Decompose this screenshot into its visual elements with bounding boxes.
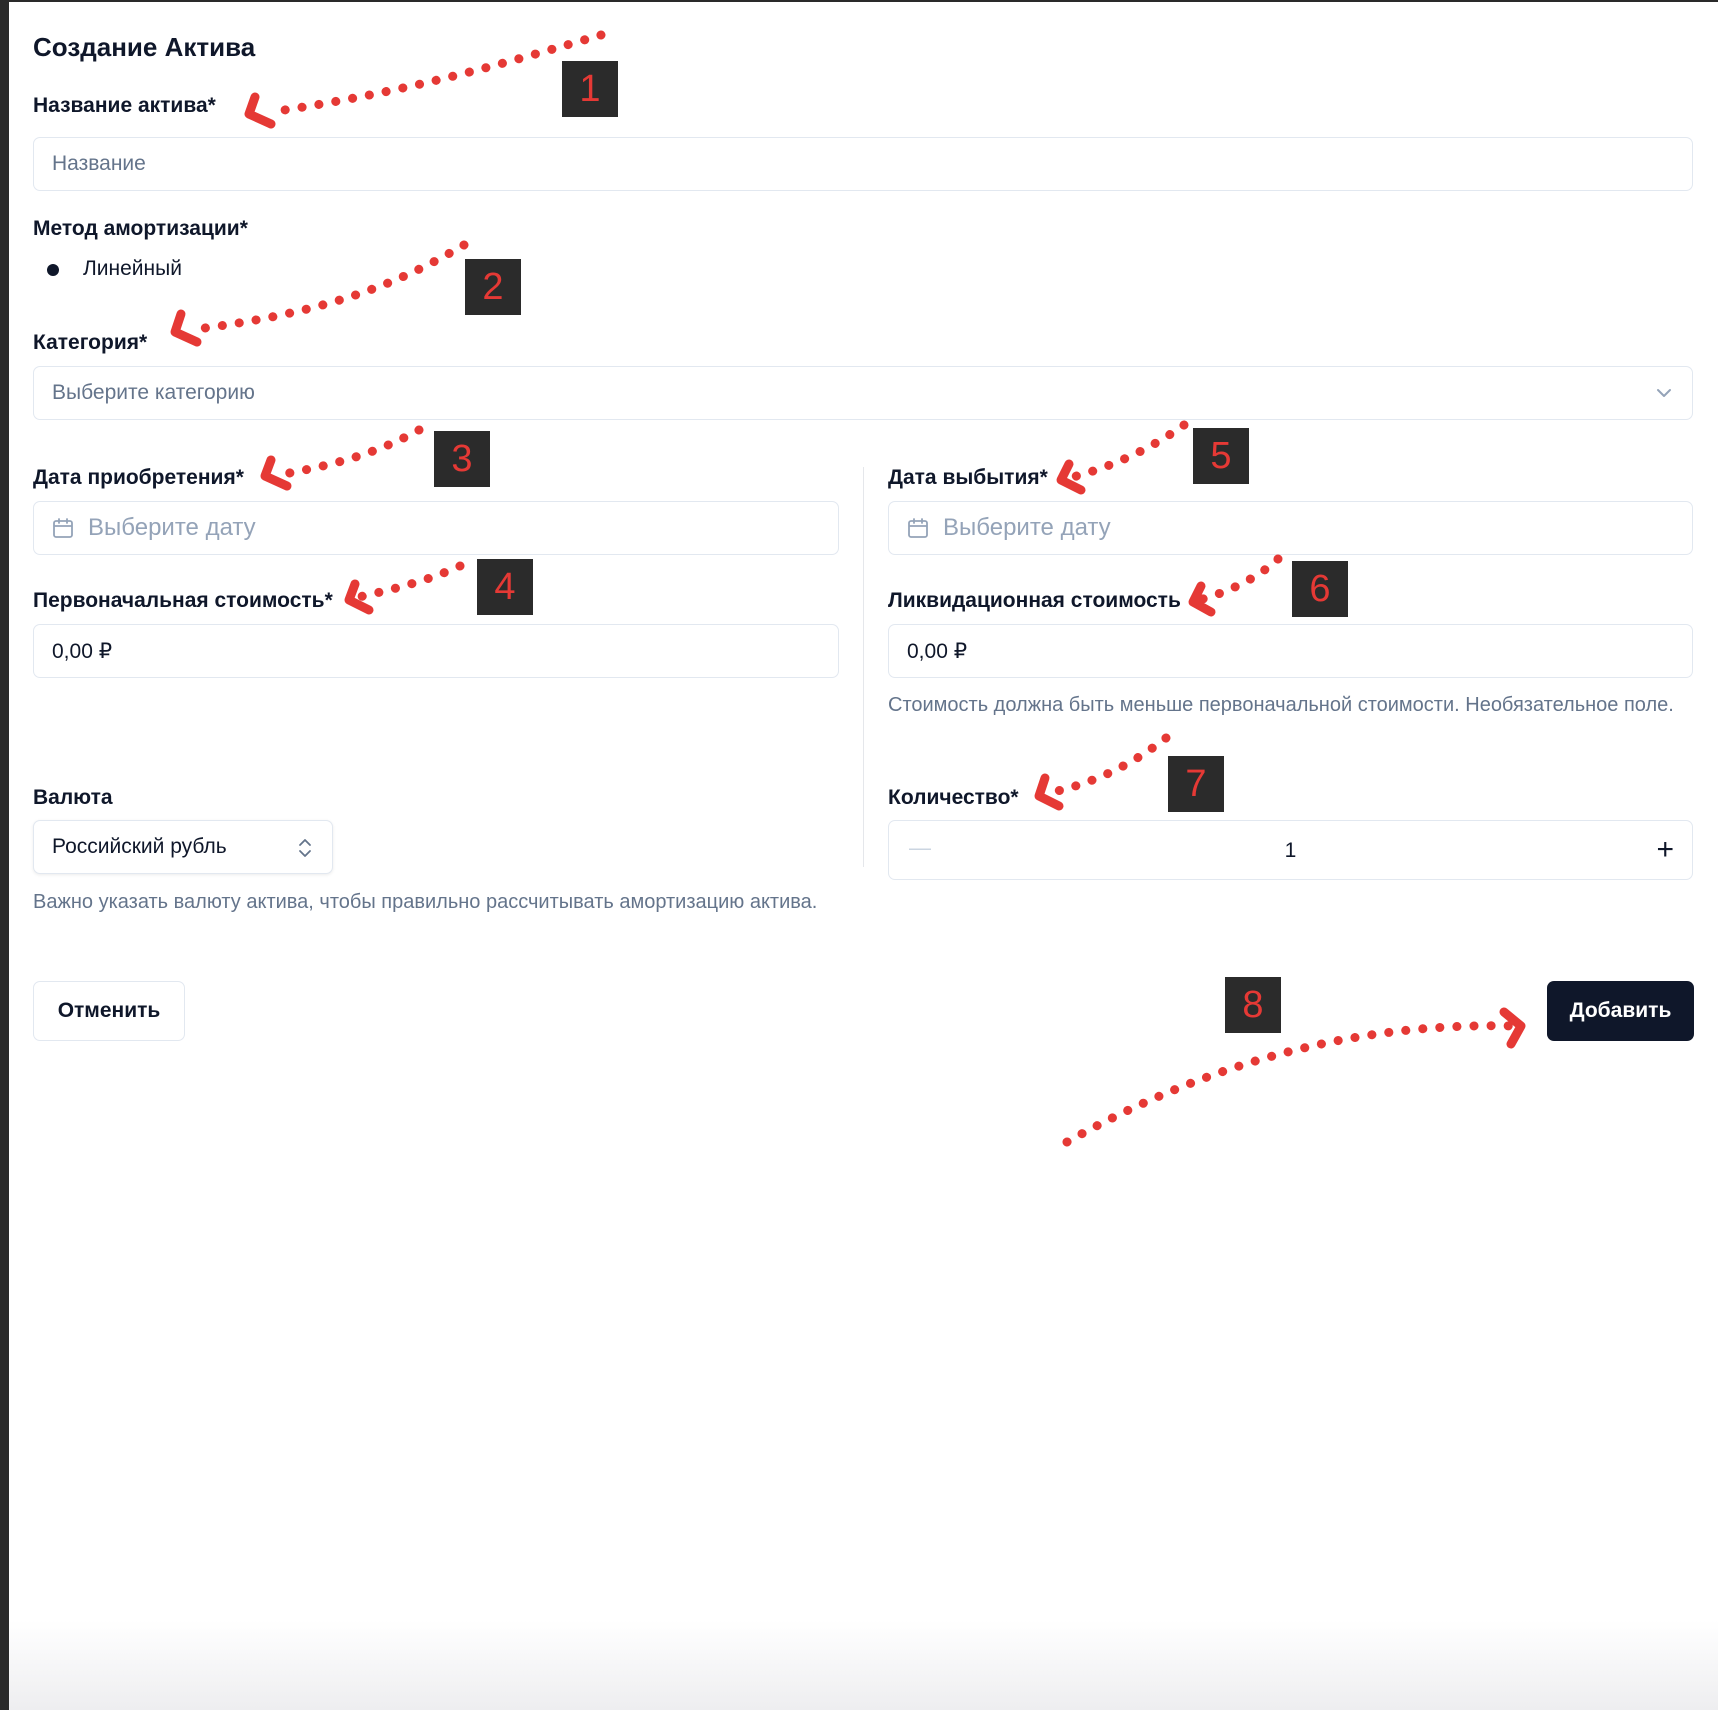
annotation-arrowhead-5: [1061, 464, 1081, 490]
annotation-arrowhead-1: [249, 97, 271, 124]
radio-selected-dot: [47, 264, 59, 276]
radio-linear[interactable]: [33, 255, 233, 285]
annotation-badge-2: 2: [465, 259, 521, 315]
annotation-arrow-4: [359, 566, 460, 597]
annotation-arrow-5: [1069, 425, 1184, 478]
annotation-arrowhead-4: [349, 584, 369, 610]
asset-name-placeholder: Название: [52, 152, 146, 175]
dialog-title: Создание Актива: [33, 32, 256, 62]
annotation-badge-5: 5: [1193, 428, 1249, 484]
currency-label: Валюта: [33, 786, 113, 809]
annotation-arrowhead-2: [175, 314, 197, 342]
quantity-value: 1: [1284, 839, 1297, 862]
disposal-date-placeholder: Выберите дату: [943, 514, 1111, 541]
initial-cost-value: 0,00 ₽: [52, 639, 113, 663]
annotation-badge-1: 1: [562, 61, 618, 117]
quantity-label: Количество*: [888, 786, 1019, 809]
annotation-arrow-3: [284, 430, 419, 474]
chevron-down-icon: [1654, 383, 1674, 408]
create-asset-dialog: [9, 2, 1718, 1710]
calendar-icon: [907, 517, 929, 539]
category-select[interactable]: [33, 366, 1693, 420]
category-placeholder: Выберите категорию: [52, 381, 255, 404]
asset-name-label: Название актива*: [33, 94, 216, 117]
asset-name-input[interactable]: [33, 137, 1693, 191]
initial-cost-input[interactable]: [33, 624, 839, 678]
currency-value: Российский рубль: [52, 835, 227, 858]
annotation-badge-8: 8: [1225, 977, 1281, 1033]
cancel-button[interactable]: Отменить: [33, 981, 185, 1041]
currency-select[interactable]: [33, 820, 333, 874]
salvage-value-value: 0,00 ₽: [907, 639, 968, 663]
quantity-stepper[interactable]: [888, 820, 1693, 880]
disposal-date-picker[interactable]: [888, 501, 1693, 555]
annotation-arrow-6: [1199, 559, 1278, 600]
initial-cost-label: Первоначальная стоимость*: [33, 589, 333, 612]
annotation-arrow-8: [1067, 1026, 1514, 1142]
column-divider: [863, 467, 864, 867]
submit-button[interactable]: Добавить: [1547, 981, 1694, 1041]
category-label: Категория*: [33, 331, 148, 354]
annotation-arrow-7: [1044, 738, 1166, 794]
calendar-icon: [52, 517, 74, 539]
chevron-up-down-icon: [296, 836, 314, 865]
radio-linear-label: Линейный: [83, 257, 182, 280]
quantity-increment-button[interactable]: +: [1656, 833, 1674, 866]
quantity-decrement-button[interactable]: —: [909, 835, 931, 860]
salvage-value-hint: Стоимость должна быть меньше первоначальной стоимости. Необязательное поле.: [888, 694, 1674, 716]
annotation-arrowhead-6: [1193, 586, 1211, 612]
disposal-date-label: Дата выбытия*: [888, 466, 1048, 489]
annotation-arrowhead-7: [1039, 778, 1059, 806]
annotation-badge-7: 7: [1168, 756, 1224, 812]
acquisition-date-placeholder: Выберите дату: [88, 514, 256, 541]
annotation-badge-4: 4: [477, 559, 533, 615]
annotation-arrowhead-3: [265, 460, 287, 486]
currency-hint: Важно указать валюту актива, чтобы правильно рассчитывать амортизацию актива.: [33, 891, 818, 913]
annotation-badge-6: 6: [1292, 561, 1348, 617]
annotation-arrow-1: [271, 35, 601, 112]
acquisition-date-picker[interactable]: [33, 501, 839, 555]
annotation-badge-3: 3: [434, 431, 490, 487]
depreciation-method-label: Метод амортизации*: [33, 217, 248, 240]
acquisition-date-label: Дата приобретения*: [33, 466, 244, 489]
salvage-value-label: Ликвидационная стоимость: [888, 589, 1181, 612]
annotation-arrowhead-8: [1504, 1012, 1521, 1044]
salvage-value-input[interactable]: [888, 624, 1693, 678]
